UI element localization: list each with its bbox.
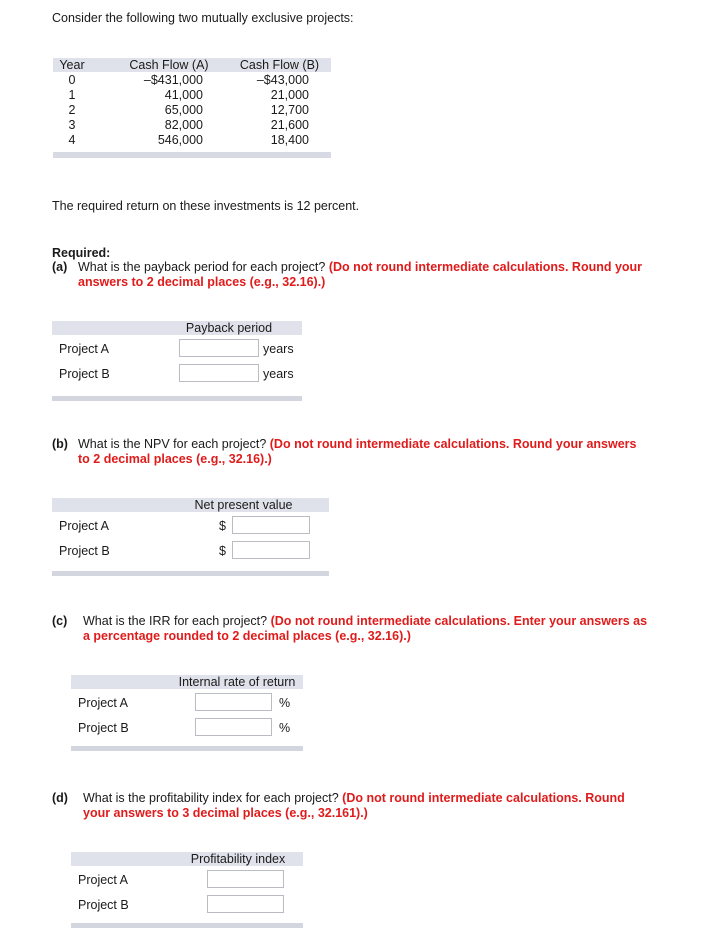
question-b-text: What is the NPV for each project? [78,437,267,451]
cash-a-cell: –$431,000 [143,73,203,87]
irr-project-a-input[interactable] [195,693,272,711]
cash-b-cell: –$43,000 [256,73,309,87]
table-footer-bar [71,923,303,928]
year-cell: 0 [68,73,76,87]
year-cell: 2 [68,103,76,117]
year-cell: 3 [68,118,76,132]
cash-a-cell: 65,000 [164,103,203,117]
payback-project-a-label: Project A [59,342,110,356]
cash-b-cell: 21,000 [270,88,309,102]
cash-b-cell: 21,600 [270,118,309,132]
table-footer-bar [53,152,331,158]
npv-project-b-input[interactable] [232,541,310,559]
cash-flow-header [53,58,331,72]
cash-a-cell: 82,000 [164,118,203,132]
payback-project-b-input[interactable] [179,364,259,382]
payback-project-b-label: Project B [59,367,110,381]
question-d-text: What is the profitability index for each project? [83,791,339,805]
npv-header: Net present value [194,498,293,512]
payback-table [52,321,302,401]
table-footer-bar [71,746,303,751]
table-row [53,118,331,133]
payback-project-b-unit: years [263,367,294,381]
question-c-label: (c) [52,614,68,628]
irr-project-a-label: Project A [78,696,129,710]
payback-header: Payback period [185,321,273,335]
question-c-note-cont: a percentage rounded to 2 decimal places (e.g., 32.16).) [83,629,411,643]
npv-project-a-input[interactable] [232,516,310,534]
table-row [53,103,331,118]
question-a [52,260,682,290]
payback-project-a-input[interactable] [179,339,259,357]
question-b [52,437,682,467]
table-row [53,88,331,103]
pi-project-a-input[interactable] [207,870,284,888]
table-row [53,73,331,88]
profitability-index-table [71,852,303,932]
irr-project-b-label: Project B [78,721,129,735]
cash-b-cell: 12,700 [270,103,309,117]
question-a-note: (Do not round intermediate calculations. Round your [328,260,643,274]
irr-table [71,675,303,755]
required-return-text: The required return on these investments is 12 percent. [52,199,360,213]
table-footer-bar [52,396,302,401]
question-c-text: What is the IRR for each project? [83,614,268,628]
cash-b-cell: 18,400 [270,133,309,147]
question-b-note: (Do not round intermediate calculations. Round your answers [269,437,637,451]
year-cell: 4 [68,133,76,147]
question-d-note-cont: your answers to 3 decimal places (e.g., 32.161).) [83,806,368,820]
pi-project-a-label: Project A [78,873,129,887]
irr-header: Internal rate of return [178,675,296,689]
payback-project-a-unit: years [263,342,294,356]
question-b-label: (b) [52,437,68,451]
cash-flow-table [53,58,331,158]
pi-project-b-label: Project B [78,898,129,912]
question-a-note-cont: answers to 2 decimal places (e.g., 32.16).) [78,275,326,289]
header-cash-flow-a: Cash Flow (A) [129,58,209,72]
question-a-label: (a) [52,260,68,274]
npv-table [52,498,329,578]
table-row [53,133,331,148]
question-c-note: (Do not round intermediate calculations. Enter your answers as [270,614,648,628]
intro-text: Consider the following two mutually exclusive projects: [52,11,354,25]
npv-project-a-prefix: $ [219,519,226,533]
table-footer-bar [52,571,329,576]
npv-project-b-prefix: $ [219,544,226,558]
pi-project-b-input[interactable] [207,895,284,913]
question-d-note: (Do not round intermediate calculations. Round [342,791,625,805]
header-year: Year [59,58,85,72]
question-a-text: What is the payback period for each project? [78,260,326,274]
question-b-note-cont: to 2 decimal places (e.g., 32.16).) [78,452,272,466]
irr-project-a-unit: % [279,696,291,710]
question-c [52,614,692,644]
required-heading: Required: [52,246,111,260]
question-d [52,791,692,821]
irr-project-b-input[interactable] [195,718,272,736]
question-d-label: (d) [52,791,68,805]
cash-a-cell: 41,000 [164,88,203,102]
header-cash-flow-b: Cash Flow (B) [239,58,320,72]
year-cell: 1 [68,88,76,102]
irr-project-b-unit: % [279,721,291,735]
npv-project-b-label: Project B [59,544,110,558]
npv-project-a-label: Project A [59,519,110,533]
profitability-index-header: Profitability index [190,852,286,866]
cash-a-cell: 546,000 [157,133,203,147]
